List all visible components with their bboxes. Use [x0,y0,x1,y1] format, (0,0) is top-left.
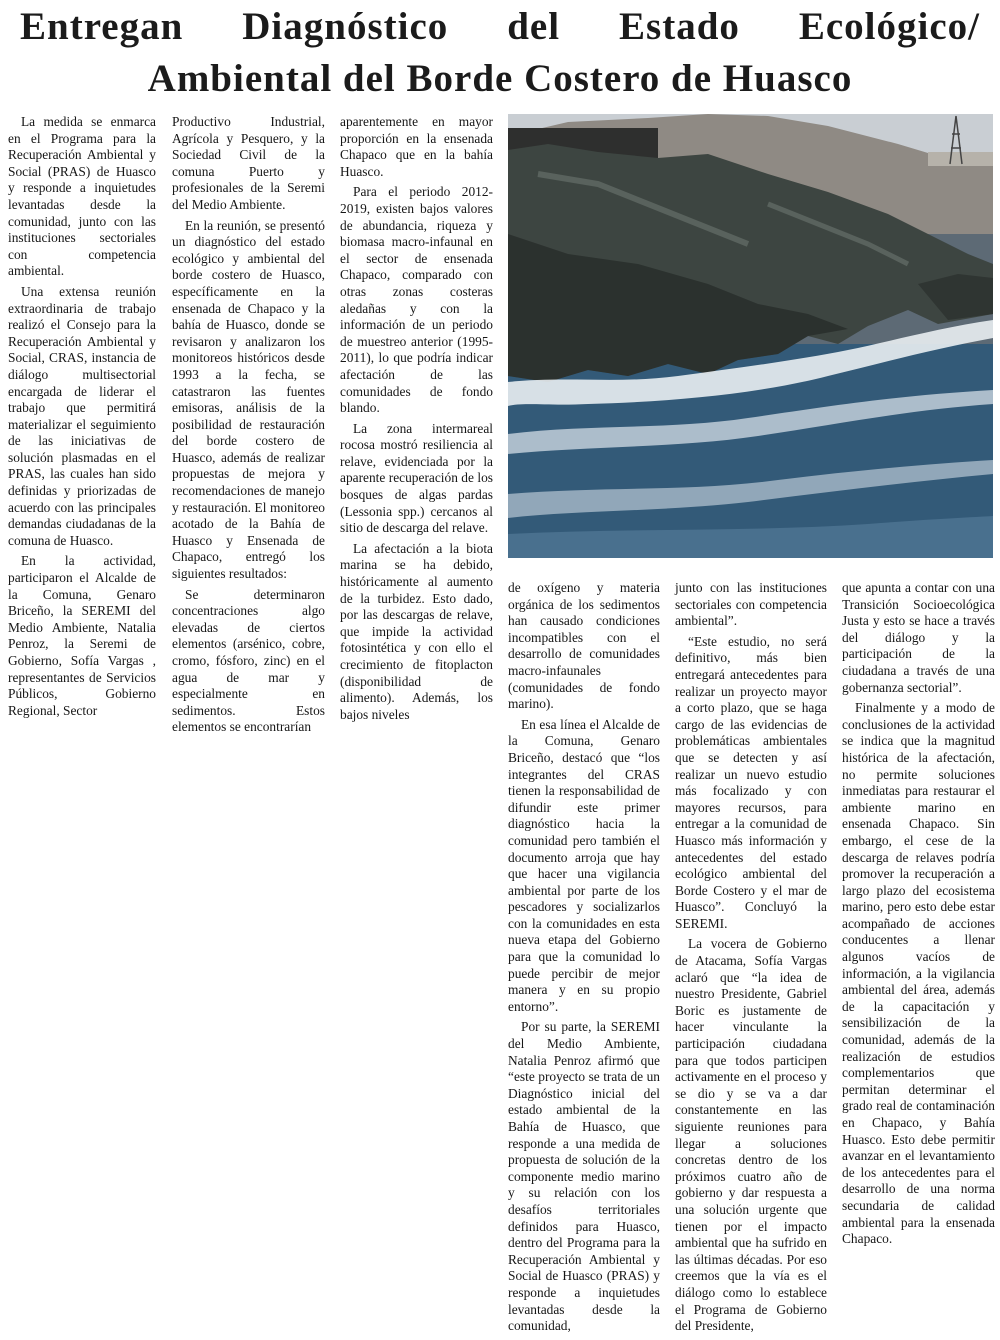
paragraph: de oxígeno y materia orgánica de los sedimentos han causado condiciones incompatibles con el desarrollo de comunidades macro-infaunales (comunidades de fondo marino). [508,580,660,712]
headline-line-2: Ambiental del Borde Costero de Huasco [147,57,853,100]
paragraph: Productivo Industrial, Agrícola y Pesquero, y la Sociedad Civil de la comuna Puerto y profesionales de la Seremi del Medio Ambiente. [172,114,325,212]
paragraph: La medida se enmarca en el Programa para la Recuperación Ambiental y Social (PRAS) de Huasco y responde a inquietudes levantadas desde la comunidad, junto con las instituciones sectoriales con competencia ambiental. [8,114,156,279]
paragraph: En la reunión, se presentó un diagnóstico del estado ecológico y ambiental del borde costero de Huasco, específicamente en la ensenada de Chapaco y la bahía de Huasco, donde se revisaron y analizaron los monitoreos históricos desde 1993 a la fecha, se catastraron las fuentes emisoras, análisis de la posibilidad de restauración del borde costero de Huasco, además de realizar propuestas de mejora y recomendaciones de manejo y restauración. El monitoreo acotado de la Bahía de Huasco y Ensenada de Chapaco, entregó los siguientes resultados: [172,217,325,582]
paragraph: Finalmente y a modo de conclusiones de la actividad se indica que la magnitud histórica de la afectación, no permite soluciones inmediatas para restaurar el ambiente marino en ensenada Chapaco. Sin embargo, el cese de la descarga de relaves podría promover la recuperación a largo plazo del ecosistema marino, pero esto debe estar acompañado de acciones conducentes a llenar algunos vacíos de información, a la vigilancia ambiental del área, además de la capacitación y sensibilización de la comunidad, además de la realización de estudios complementarios que permitan determinar el grado real de contaminación en Chapaco, y Bahía Huasco. Esto debe permitir avanzar en el levantamiento de los antecedentes para el desarrollo de una norma secundaria de calidad ambiental para la ensenada Chapaco. [842,700,995,1247]
paragraph: En la actividad, participaron el Alcalde de la Comuna, Genaro Briceño, la SEREMI del Medio Ambiente, Natalia Penroz, la Seremi de Gobierno, Sofía Vargas , representantes de Servicios Públicos, Gobierno Regional, Sector [8,553,156,718]
paragraph: “Este estudio, no será definitivo, más bien entregará antecedentes para realizar un proyecto mayor a corto plazo, que se haga cargo de las evidencias de problemáticas ambientales que se detecten y así realizar un nuevo estudio más focalizado y con mayores recursos, para entregar a la comunidad de Huasco más información y antecedentes del estado ecológico ambiental del Borde Costero y el mar de Huasco”. Concluyó la SEREMI. [675,633,827,931]
photo-drawing [508,114,993,558]
article-column-6 [842,580,995,1335]
paragraph: junto con las instituciones sectoriales con competencia ambiental”. [675,580,827,629]
article-column-5 [675,580,827,1335]
article-column-3 [340,114,493,724]
paragraph: La vocera de Gobierno de Atacama, Sofía Vargas aclaró que “la idea de nuestro Presidente, Gabriel Boric es justamente de hacer vinculante la participación ciudadana para que todos participen activamente en el proceso y se dio y se va a dar constantemente en las siguiente reuniones para llegar a soluciones concretas dentro de los próximos cuatro año de gobierno y dar respuesta a una solución urgente que tienen por el impacto ambiental que ha sufrido en las últimas décadas. Por eso creemos que la vía es el diálogo como lo establece el Programa de Gobierno del Presidente, [675,936,827,1334]
paragraph: Para el periodo 2012-2019, existen bajos valores de abundancia, riqueza y biomasa macro-infaunal en el sector de ensenada Chapaco, comparado con otras zonas costeras aledañas y con la información de un periodo de muestreo anterior (1995-2011), lo que podría indicar afectación de las comunidades de fondo blando. [340,184,493,416]
headline-line-1: Entregan Diagnóstico del Estado Ecológico/ [20,5,980,48]
paragraph: La afectación a la biota marina se ha debido, históricamente al aumento de la turbidez. Esto dado, por las descargas de relave, que impide la actividad fotosintética y con ello el crecimiento de fitoplacton (disponibilidad de alimento). Además, los bajos niveles [340,540,493,722]
paragraph: Por su parte, la SEREMI del Medio Ambiente, Natalia Penroz afirmó que “este proyecto se trata de un Diagnóstico inicial del estado ambiental de la Bahía de Huasco, que responde a una medida de propuesta de solución de la componente medio marino y su relación con los desafíos territoriales definidos para Huasco, dentro del Programa para la Recuperación Ambiental y Social de Huasco (PRAS) y responde a inquietudes levantadas desde la comunidad, [508,1019,660,1334]
paragraph: Una extensa reunión extraordinaria de trabajo realizó el Consejo para la Recuperación Ambiental y Social, CRAS, instancia de diálogo multisectorial encargada de liderar el trabajo que permitirá materializar el seguimiento de las iniciativas de solución plasmadas en el PRAS, las cuales han sido definidas y priorizadas de acuerdo con las principales demandas ciudadanas de la comuna de Huasco. [8,283,156,548]
article-column-2 [172,114,325,735]
paragraph: aparentemente en mayor proporción en la ensenada Chapaco que en la bahía Huasco. [340,114,493,179]
article-column-1 [8,114,156,724]
paragraph: que apunta a contar con una Transición Socioecológica Justa y esto se hace a través del diálogo y la participación de la ciudadana a través de una gobernanza sectorial”. [842,580,995,695]
paragraph: La zona intermareal rocosa mostró resiliencia al relave, evidenciada por la aparente recuperación de los bosques de algas pardas (Lessonia spp.) cercanos al sitio de descarga del relave. [340,420,493,536]
paragraph: Se determinaron concentraciones algo elevadas de ciertos elementos (arsénico, cobre, cromo, fósforo, zinc) en el agua de mar y especialmente en sedimentos. Estos elementos se encontrarían [172,586,325,735]
paragraph: En esa línea el Alcalde de la Comuna, Genaro Briceño, destacó que “los integrantes del CRAS tienen la responsabilidad de difundir este primer diagnóstico hacia la comunidad pero también el documento arroja que hay que hacer una vigilancia ambiental por parte de los pescadores y socializarlos con la comunidades en esta nueva etapa del Gobierno para que la comunidad lo puede percibir de mejor manera y en su propio entorno”. [508,716,660,1014]
article-column-4 [508,580,660,1335]
rocky-coast-photo [508,114,993,558]
